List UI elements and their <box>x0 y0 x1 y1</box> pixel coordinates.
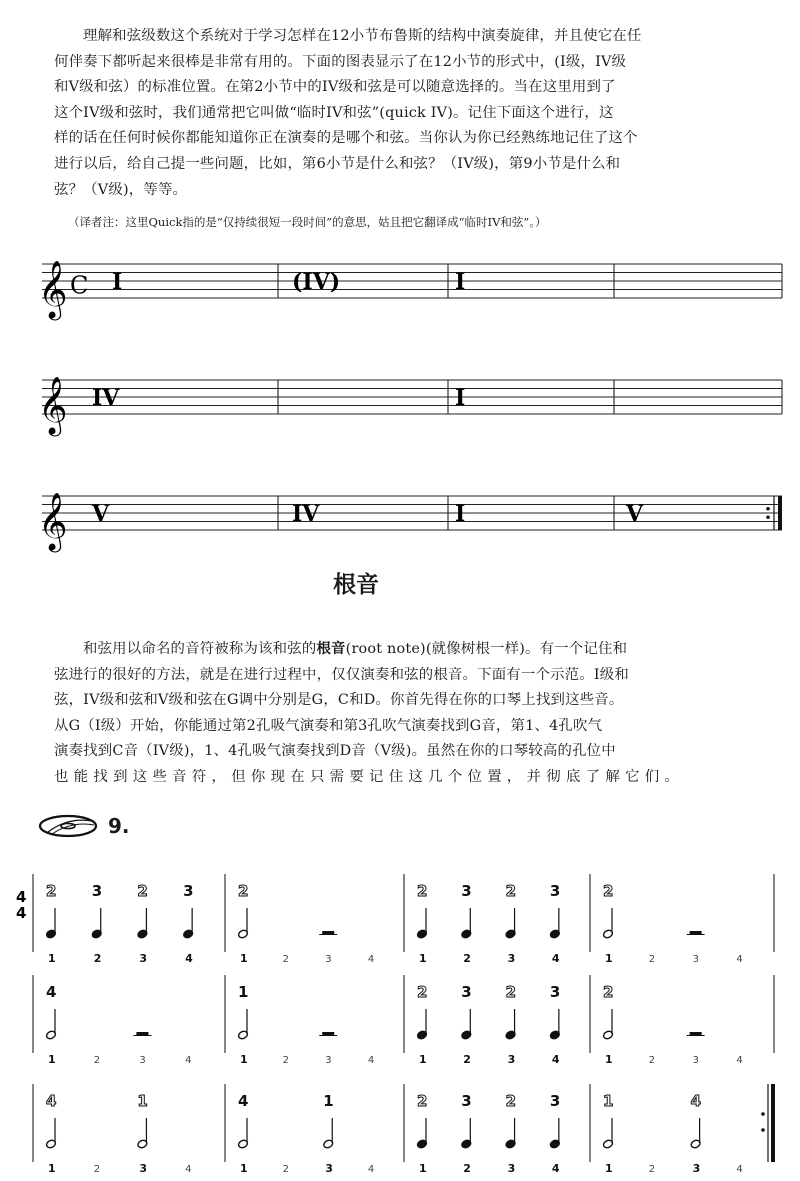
intro-line-5: 样的话在任何时候你都能知道你正在演奏的是哪个和弦。当你认为你已经熟练地记住了这个 <box>54 130 638 147</box>
cd-icon <box>38 813 100 839</box>
intro-line-3: 和V级和弦）的标准位置。在第2小节中的IV级和弦是可以随意选择的。当在这里用到了 <box>54 79 616 96</box>
draw-hole-number: 4 <box>690 1092 702 1110</box>
draw-hole-number: 2 <box>603 983 614 1001</box>
beat-number: 3 <box>507 1162 516 1175</box>
root-line-4: 从G（I级）开始，你能通过第2孔吸气演奏和第3孔吹气演奏找到G音，第1、4孔吹气 <box>54 717 603 734</box>
track-number: 9. <box>108 814 130 838</box>
beat-number: 4 <box>367 1164 375 1175</box>
beat-number: 3 <box>139 1055 146 1066</box>
repeat-dot <box>761 1112 765 1116</box>
chord-label: I <box>112 269 123 295</box>
draw-hole-number: 1 <box>603 1092 614 1110</box>
beat-number: 4 <box>551 1053 560 1066</box>
beat-number: 4 <box>736 1164 743 1175</box>
repeat-dot <box>766 507 770 511</box>
beat-number: 3 <box>325 1055 332 1066</box>
blow-hole-number: 4 <box>46 983 57 1001</box>
beat-number: 2 <box>463 952 471 965</box>
repeat-dot <box>766 515 770 519</box>
beat-number: 4 <box>551 1162 560 1175</box>
beat-number: 4 <box>185 1164 192 1175</box>
beat-number: 4 <box>551 952 560 965</box>
beat-number: 2 <box>93 1164 101 1175</box>
beat-number: 3 <box>692 1162 701 1175</box>
harmonica-tab-notation <box>0 860 800 1181</box>
root-line-2: 弦进行的很好的方法，就是在进行过程中，仅仅演奏和弦的根音。下面有一个示范。I级和 <box>54 666 629 683</box>
blow-hole-number: 3 <box>183 882 194 900</box>
treble-clef: 𝄞 <box>38 492 68 550</box>
time-signature-top: 4 <box>16 888 27 906</box>
half-rest <box>690 931 702 935</box>
blow-hole-number: 3 <box>91 882 103 900</box>
chord-progression-chart <box>0 240 800 560</box>
intro-line-1: 理解和弦级数这个系统对于学习怎样在12小节布鲁斯的结构中演奏旋律，并且使它在任 <box>83 28 642 44</box>
root-line-1-prefix: 和弦用以命名的音符被称为该和弦的 <box>83 641 317 657</box>
beat-number: 2 <box>648 1164 656 1175</box>
blow-hole-number: 3 <box>549 882 561 900</box>
beat-number: 3 <box>507 952 516 965</box>
beat-number: 4 <box>185 1055 192 1066</box>
blow-hole-number: 3 <box>461 983 472 1001</box>
blow-hole-number: 3 <box>461 1092 472 1110</box>
half-rest <box>136 1032 148 1036</box>
draw-hole-number: 2 <box>505 882 517 900</box>
beat-number: 2 <box>282 1164 289 1175</box>
beat-number: 3 <box>325 1162 333 1175</box>
blow-hole-number: 3 <box>549 983 561 1001</box>
beat-number: 1 <box>419 1162 427 1175</box>
draw-hole-number: 2 <box>603 882 614 900</box>
beat-number: 2 <box>463 1162 471 1175</box>
intro-line-4: 这个IV级和弦时，我们通常把它叫做“临时IV和弦”(quick IV)。记住下面这个进行，这 <box>54 104 614 121</box>
intro-line-7: 弦？（V级)，等等。 <box>54 181 188 198</box>
beat-number: 4 <box>736 1055 743 1066</box>
half-rest <box>690 1032 702 1036</box>
beat-number: 1 <box>419 952 427 965</box>
root-note-paragraph <box>54 636 694 791</box>
beat-number: 1 <box>48 1162 56 1175</box>
section-title: 根音 <box>333 572 379 598</box>
draw-hole-number: 2 <box>417 983 428 1001</box>
beat-number: 1 <box>48 952 56 965</box>
beat-number: 1 <box>240 1053 248 1066</box>
blow-hole-number: 3 <box>549 1092 561 1110</box>
tab-row-2 <box>33 975 774 1066</box>
intro-line-6: 进行以后，给自己提一些问题，比如，第6小节是什么和弦？（IV级)，第9小节是什么和 <box>54 155 621 172</box>
beat-number: 1 <box>605 952 613 965</box>
treble-clef: 𝄞 <box>38 376 68 434</box>
tab-row-3 <box>33 1084 775 1175</box>
draw-hole-number: 2 <box>238 882 249 900</box>
draw-hole-number: 2 <box>417 882 428 900</box>
chord-staff-1 <box>38 260 782 321</box>
beat-number: 4 <box>185 952 193 965</box>
blow-hole-number: 3 <box>461 882 472 900</box>
audio-track-indicator <box>38 812 130 840</box>
draw-hole-number: 1 <box>137 1092 148 1110</box>
translator-note: （译者注：这里Quick指的是“仅持续很短一段时间”的意思，姑且把它翻译成“临时IV和弦”。） <box>68 215 547 229</box>
chord-label: V <box>92 501 110 527</box>
treble-clef: 𝄞 <box>38 260 68 318</box>
root-line-5: 演奏找到C音（IV级)，1、4孔吸气演奏找到D音（V级)。虽然在你的口琴较高的孔位中 <box>54 743 616 760</box>
root-line-1-suffix: (root note)(就像树根一样)。有一个记住和 <box>345 641 628 657</box>
half-rest <box>322 931 334 935</box>
chord-label: IV <box>92 385 120 411</box>
chord-label: (IV) <box>292 269 341 295</box>
chord-staff-2 <box>38 376 782 437</box>
beat-number: 1 <box>605 1053 613 1066</box>
beat-number: 2 <box>648 954 656 965</box>
draw-hole-number: 2 <box>137 882 148 900</box>
root-line-3: 弦，IV级和弦和V级和弦在G调中分别是G，C和D。你首先得在你的口琴上找到这些音。 <box>54 692 624 709</box>
beat-number: 1 <box>419 1053 427 1066</box>
beat-number: 4 <box>367 1055 375 1066</box>
beat-number: 3 <box>692 1055 699 1066</box>
beat-number: 3 <box>692 954 699 965</box>
beat-number: 3 <box>139 1162 148 1175</box>
beat-number: 1 <box>240 952 248 965</box>
chord-staff-3 <box>38 492 782 553</box>
beat-number: 1 <box>605 1162 613 1175</box>
common-time-signature: C <box>70 271 89 300</box>
beat-number: 2 <box>282 1055 289 1066</box>
blow-hole-number: 1 <box>323 1092 334 1110</box>
beat-number: 2 <box>93 952 102 965</box>
root-note-term: 根音 <box>316 640 346 657</box>
intro-paragraph <box>54 24 694 203</box>
draw-hole-number: 2 <box>46 882 57 900</box>
beat-number: 2 <box>463 1053 471 1066</box>
root-line-6: 也能找到这些音符，但你现在只需要记住这几个位置，并彻底了解它们。 <box>54 768 685 785</box>
half-rest <box>322 1032 334 1036</box>
draw-hole-number: 2 <box>505 983 517 1001</box>
beat-number: 4 <box>367 954 375 965</box>
chord-label: I <box>455 501 466 527</box>
final-barline-thick <box>778 496 782 530</box>
repeat-dot <box>761 1128 765 1132</box>
beat-number: 2 <box>282 954 289 965</box>
beat-number: 4 <box>736 954 743 965</box>
chord-label: V <box>626 501 644 527</box>
chord-label: IV <box>292 501 320 527</box>
beat-number: 1 <box>48 1053 56 1066</box>
beat-number: 3 <box>325 954 332 965</box>
beat-number: 2 <box>93 1055 101 1066</box>
draw-hole-number: 2 <box>417 1092 428 1110</box>
beat-number: 3 <box>507 1053 516 1066</box>
chord-label: I <box>455 385 466 411</box>
tab-row-1 <box>16 874 774 965</box>
blow-hole-number: 4 <box>238 1092 249 1110</box>
beat-number: 1 <box>240 1162 248 1175</box>
time-signature-bottom: 4 <box>16 904 27 922</box>
intro-line-2: 何伴奏下都听起来很棒是非常有用的。下面的图表显示了在12小节的形式中，(I级，IV级 <box>54 53 627 70</box>
final-barline-thick <box>771 1084 775 1162</box>
beat-number: 2 <box>648 1055 656 1066</box>
beat-number: 3 <box>139 952 148 965</box>
draw-hole-number: 2 <box>505 1092 517 1110</box>
draw-hole-number: 4 <box>46 1092 57 1110</box>
chord-label: I <box>455 269 466 295</box>
blow-hole-number: 1 <box>238 983 249 1001</box>
